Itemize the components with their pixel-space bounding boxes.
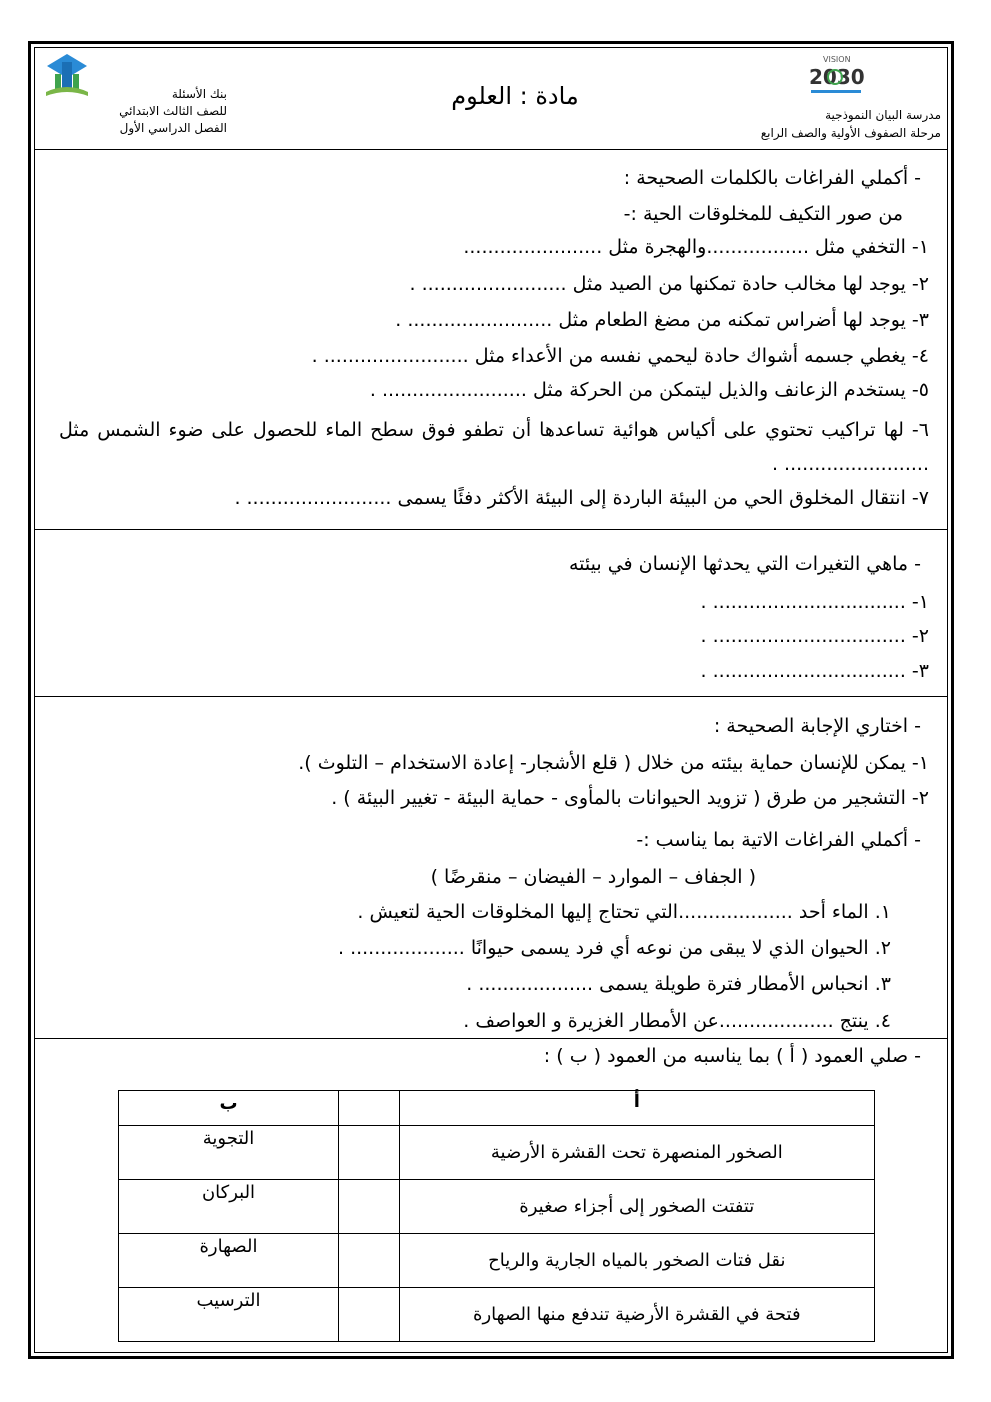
section4-item-1: ١. الماء أحد ...................التي تحتاج إليها المخلوقات الحية لتعيش .: [357, 901, 891, 923]
table-row: [119, 1180, 875, 1234]
column-a-cell: الصخور المنصهرة تحت القشرة الأرضية: [399, 1126, 874, 1180]
section1-instruction: - أكملي الفراغات بالكلمات الصحيحة :: [623, 167, 921, 189]
subject-title: مادة : العلوم: [451, 82, 579, 110]
section1-item-3: ٣- يوجد لها أضراس تمكنه من مضغ الطعام مثل ........................ .: [395, 309, 929, 331]
answer-cell[interactable]: [339, 1234, 400, 1288]
column-a-cell: فتحة في القشرة الأرضية تندفع منها الصهارة: [399, 1288, 874, 1342]
header-right: [721, 52, 941, 142]
section1-item-2: ٢- يوجد لها مخالب حادة تمكنها من الصيد مثل ........................ .: [409, 273, 929, 295]
vision-2030-logo-icon: [801, 52, 871, 102]
column-answer-header: [339, 1091, 400, 1126]
bank-term: الفصل الدراسي الأول: [119, 121, 227, 135]
column-b-cell: التجوية: [119, 1126, 339, 1180]
section4-instruction: - أكملي الفراغات الاتية بما يناسب :-: [636, 829, 921, 851]
section4-word-bank: ( الجفاف – الموارد – الفيضان – منقرضًا ): [430, 866, 756, 888]
section4-divider: [34, 1038, 948, 1039]
answer-cell[interactable]: [339, 1288, 400, 1342]
section1-item-6: ٦- لها تراكيب تحتوي على أكياس هوائية تساعدها أن تطفو فوق سطح الماء للحصول على ضوء الشمس مثل ........................ .: [59, 419, 929, 475]
section3-item-1: ١- يمكن للإنسان حماية بيئته من خلال ( قلع الأشجار- إعادة الاستخدام – التلوث ).: [298, 752, 929, 774]
section5-instruction: - صلي العمود ( أ ) بما يناسبه من العمود ( ب ) :: [543, 1045, 921, 1067]
section2-answer-3: ٣- ................................ .: [700, 660, 929, 682]
table-row: [119, 1126, 875, 1180]
section1-item-7: ٧- انتقال المخلوق الحي من البيئة الباردة إلى البيئة الأكثر دفئًا يسمى ........................ .: [234, 487, 929, 509]
svg-text:VISION: VISION: [823, 55, 851, 64]
section2-question: - ماهي التغيرات التي يحدثها الإنسان في بيئته: [569, 553, 921, 575]
column-b-header: ب: [119, 1091, 339, 1126]
column-b-cell: الصهارة: [119, 1234, 339, 1288]
section4-item-4: ٤. ينتج ...................عن الأمطار الغزيرة و العواصف .: [463, 1010, 891, 1032]
answer-cell[interactable]: [339, 1180, 400, 1234]
section1-divider: [34, 529, 948, 530]
svg-text:2030: 2030: [809, 65, 865, 89]
section4-item-2: ٢. الحيوان الذي لا يبقى من نوعه أي فرد يسمى حيوانًا ................... .: [337, 937, 891, 959]
section3-item-2: ٢- التشجير من طرق ( تزويد الحيوانات بالمأوى - حماية البيئة - تغيير البيئة ) .: [331, 787, 929, 809]
section2-answer-2: ٢- ................................ .: [700, 625, 929, 647]
bank-grade: للصف الثالث الابتدائي: [119, 104, 227, 118]
column-b-cell: الترسيب: [119, 1288, 339, 1342]
header-divider: [34, 149, 948, 150]
section1-subtitle: من صور التكيف للمخلوقات الحية :-: [623, 203, 903, 225]
table-row: [119, 1234, 875, 1288]
bank-title: بنك الأسئلة: [171, 87, 227, 101]
section1-item-5: ٥- يستخدم الزعانف والذيل ليتمكن من الحركة مثل ........................ .: [369, 379, 929, 401]
school-stage: مرحلة الصفوف الأولية والصف الرابع: [760, 126, 941, 140]
section1-item-1: ١- التخفي مثل .................والهجرة مثل .......................: [463, 236, 929, 258]
section3-instruction: - اختاري الإجابة الصحيحة :: [713, 715, 921, 737]
matching-table: [118, 1090, 875, 1342]
section4-item-3: ٣. انحباس الأمطار فترة طويلة يسمى ................... .: [466, 973, 891, 995]
answer-cell[interactable]: [339, 1126, 400, 1180]
section2-divider: [34, 696, 948, 697]
school-name: مدرسة البيان النموذجية: [825, 108, 941, 122]
matching-table-header: [119, 1091, 875, 1126]
table-row: [119, 1288, 875, 1342]
column-a-cell: تتفتت الصخور إلى أجزاء صغيرة: [399, 1180, 874, 1234]
column-b-cell: البركان: [119, 1180, 339, 1234]
section2-answer-1: ١- ................................ .: [700, 591, 929, 613]
column-a-header: أ: [399, 1091, 874, 1126]
column-a-cell: نقل فتات الصخور بالمياه الجارية والرياح: [399, 1234, 874, 1288]
section1-item-4: ٤- يغطي جسمه أشواك حادة ليحمي نفسه من الأعداء مثل ........................ .: [311, 345, 929, 367]
